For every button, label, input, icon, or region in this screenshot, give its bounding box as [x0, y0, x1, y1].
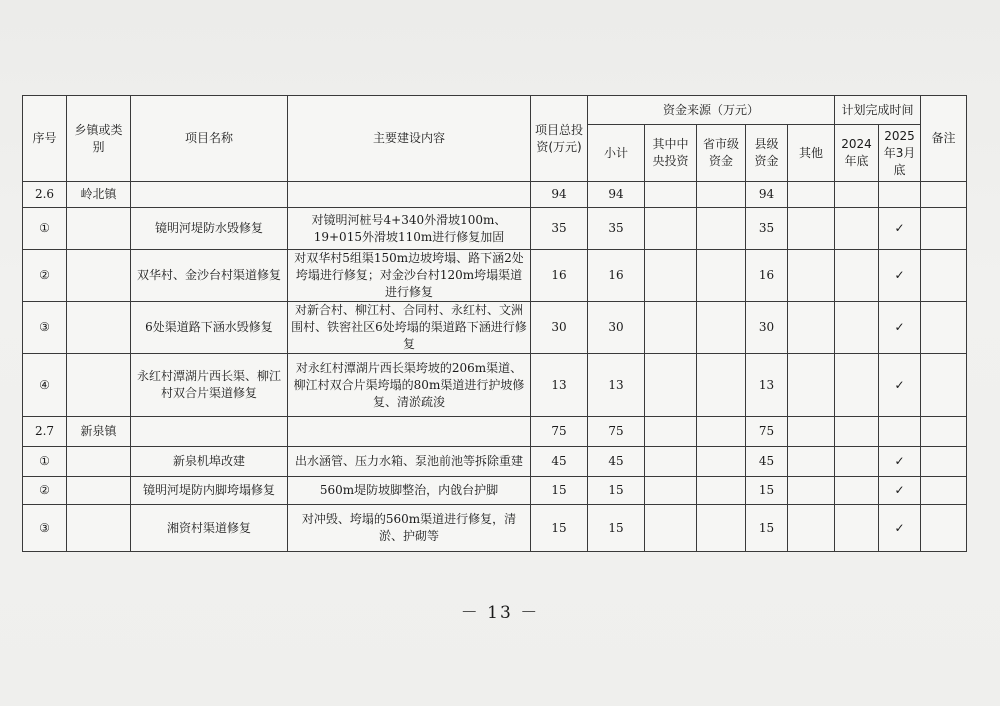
cell-seq: 2.7: [23, 417, 67, 447]
cell-content: 出水涵管、压力水箱、泵池前池等拆除重建: [288, 447, 531, 477]
cell-central: [645, 208, 697, 250]
cell-seq: ④: [23, 354, 67, 417]
cell-2024: [835, 208, 879, 250]
cell-central: [645, 447, 697, 477]
cell-county: 30: [746, 302, 788, 354]
table-row: [23, 250, 967, 302]
cell-county: 13: [746, 354, 788, 417]
cell-subtotal: 16: [588, 250, 645, 302]
cell-content: [288, 182, 531, 208]
cell-total: 35: [531, 208, 588, 250]
cell-town: [67, 447, 131, 477]
cell-subtotal: 35: [588, 208, 645, 250]
header-mar-2025: 2025年3月底: [879, 125, 921, 182]
cell-2024: [835, 302, 879, 354]
cell-content: 对双华村5组渠150m边坡垮塌、路下涵2处垮塌进行修复；对金沙台村120m垮塌渠道进行修复: [288, 250, 531, 302]
cell-remark: [921, 208, 967, 250]
cell-name: 永红村潭湖片西长渠、柳江村双合片渠道修复: [131, 354, 288, 417]
cell-2025: ✓: [879, 354, 921, 417]
cell-central: [645, 302, 697, 354]
cell-town: [67, 477, 131, 505]
cell-other: [788, 417, 835, 447]
header-subtotal: 小计: [588, 125, 645, 182]
cell-seq: ③: [23, 505, 67, 552]
cell-remark: [921, 417, 967, 447]
cell-content: 对永红村潭湖片西长渠垮坡的206m渠道、柳江村双合片渠垮塌的80m渠道进行护坡修复、清淤疏浚: [288, 354, 531, 417]
cell-seq: ③: [23, 302, 67, 354]
cell-2024: [835, 505, 879, 552]
header-town: 乡镇或类别: [67, 96, 131, 182]
header-name: 项目名称: [131, 96, 288, 182]
cell-town: [67, 505, 131, 552]
cell-county: 16: [746, 250, 788, 302]
cell-provincial: [697, 250, 746, 302]
cell-provincial: [697, 182, 746, 208]
header-row-1: [23, 96, 967, 125]
cell-subtotal: 13: [588, 354, 645, 417]
header-provincial: 省市级资金: [697, 125, 746, 182]
cell-county: 15: [746, 505, 788, 552]
table-row: [23, 302, 967, 354]
table-row: [23, 447, 967, 477]
cell-2024: [835, 354, 879, 417]
cell-subtotal: 15: [588, 505, 645, 552]
cell-other: [788, 250, 835, 302]
project-table: [22, 95, 967, 552]
header-plan: 计划完成时间: [835, 96, 921, 125]
cell-content: 对冲毁、垮塌的560m渠道进行修复，清淤、护砌等: [288, 505, 531, 552]
table-row: [23, 354, 967, 417]
cell-remark: [921, 447, 967, 477]
cell-remark: [921, 477, 967, 505]
cell-total: 15: [531, 505, 588, 552]
cell-total: 13: [531, 354, 588, 417]
cell-name: 双华村、金沙台村渠道修复: [131, 250, 288, 302]
cell-county: 94: [746, 182, 788, 208]
cell-subtotal: 45: [588, 447, 645, 477]
cell-2025: ✓: [879, 250, 921, 302]
cell-total: 75: [531, 417, 588, 447]
table-row: [23, 208, 967, 250]
page-number: － 13 －: [460, 603, 540, 623]
header-remark: 备注: [921, 96, 967, 182]
cell-central: [645, 182, 697, 208]
table-row: [23, 477, 967, 505]
table-row: [23, 417, 967, 447]
cell-2025: ✓: [879, 477, 921, 505]
cell-2025: ✓: [879, 505, 921, 552]
cell-2024: [835, 250, 879, 302]
cell-remark: [921, 182, 967, 208]
cell-total: 30: [531, 302, 588, 354]
cell-seq: ①: [23, 447, 67, 477]
header-total: 项目总投资(万元): [531, 96, 588, 182]
cell-town: [67, 208, 131, 250]
cell-content: 对新合村、柳江村、合同村、永红村、文洲围村、铁窖社区6处垮塌的渠道路下涵进行修复: [288, 302, 531, 354]
cell-provincial: [697, 447, 746, 477]
cell-name: 6处渠道路下涵水毁修复: [131, 302, 288, 354]
cell-remark: [921, 354, 967, 417]
cell-remark: [921, 302, 967, 354]
table-body: [23, 182, 967, 552]
header-central: 其中中央投资: [645, 125, 697, 182]
cell-other: [788, 208, 835, 250]
cell-name: 镜明河堤防水毁修复: [131, 208, 288, 250]
header-end-2024: 2024年底: [835, 125, 879, 182]
cell-subtotal: 94: [588, 182, 645, 208]
cell-seq: 2.6: [23, 182, 67, 208]
cell-other: [788, 477, 835, 505]
cell-seq: ②: [23, 250, 67, 302]
cell-total: 45: [531, 447, 588, 477]
cell-provincial: [697, 302, 746, 354]
table-row: [23, 505, 967, 552]
cell-total: 15: [531, 477, 588, 505]
cell-seq: ①: [23, 208, 67, 250]
cell-content: 560m堤防坡脚整治，内戗台护脚: [288, 477, 531, 505]
cell-other: [788, 505, 835, 552]
cell-seq: ②: [23, 477, 67, 505]
cell-total: 16: [531, 250, 588, 302]
cell-subtotal: 15: [588, 477, 645, 505]
cell-subtotal: 75: [588, 417, 645, 447]
cell-county: 75: [746, 417, 788, 447]
cell-name: 镜明河堤防内脚垮塌修复: [131, 477, 288, 505]
cell-provincial: [697, 208, 746, 250]
cell-2024: [835, 182, 879, 208]
cell-provincial: [697, 477, 746, 505]
header-content: 主要建设内容: [288, 96, 531, 182]
cell-content: 对镜明河桩号4+340外滑坡100m、19+015外滑坡110m进行修复加固: [288, 208, 531, 250]
cell-town: 新泉镇: [67, 417, 131, 447]
header-funds: 资金来源（万元）: [588, 96, 835, 125]
cell-total: 94: [531, 182, 588, 208]
cell-2025: ✓: [879, 447, 921, 477]
cell-central: [645, 505, 697, 552]
cell-name: [131, 182, 288, 208]
cell-other: [788, 447, 835, 477]
cell-2025: [879, 417, 921, 447]
cell-subtotal: 30: [588, 302, 645, 354]
cell-provincial: [697, 505, 746, 552]
cell-2025: [879, 182, 921, 208]
cell-name: [131, 417, 288, 447]
cell-2024: [835, 447, 879, 477]
cell-name: 新泉机埠改建: [131, 447, 288, 477]
cell-central: [645, 354, 697, 417]
table-row: [23, 182, 967, 208]
header-other: 其他: [788, 125, 835, 182]
cell-remark: [921, 250, 967, 302]
cell-2025: ✓: [879, 208, 921, 250]
cell-county: 45: [746, 447, 788, 477]
cell-central: [645, 250, 697, 302]
cell-other: [788, 182, 835, 208]
cell-name: 湘资村渠道修复: [131, 505, 288, 552]
cell-county: 15: [746, 477, 788, 505]
cell-central: [645, 417, 697, 447]
cell-2024: [835, 417, 879, 447]
cell-town: 岭北镇: [67, 182, 131, 208]
cell-2024: [835, 477, 879, 505]
header-seq: 序号: [23, 96, 67, 182]
cell-provincial: [697, 417, 746, 447]
cell-2025: ✓: [879, 302, 921, 354]
cell-town: [67, 302, 131, 354]
cell-provincial: [697, 354, 746, 417]
cell-remark: [921, 505, 967, 552]
cell-town: [67, 250, 131, 302]
header-county: 县级资金: [746, 125, 788, 182]
cell-other: [788, 302, 835, 354]
cell-content: [288, 417, 531, 447]
cell-other: [788, 354, 835, 417]
cell-town: [67, 354, 131, 417]
cell-county: 35: [746, 208, 788, 250]
cell-central: [645, 477, 697, 505]
